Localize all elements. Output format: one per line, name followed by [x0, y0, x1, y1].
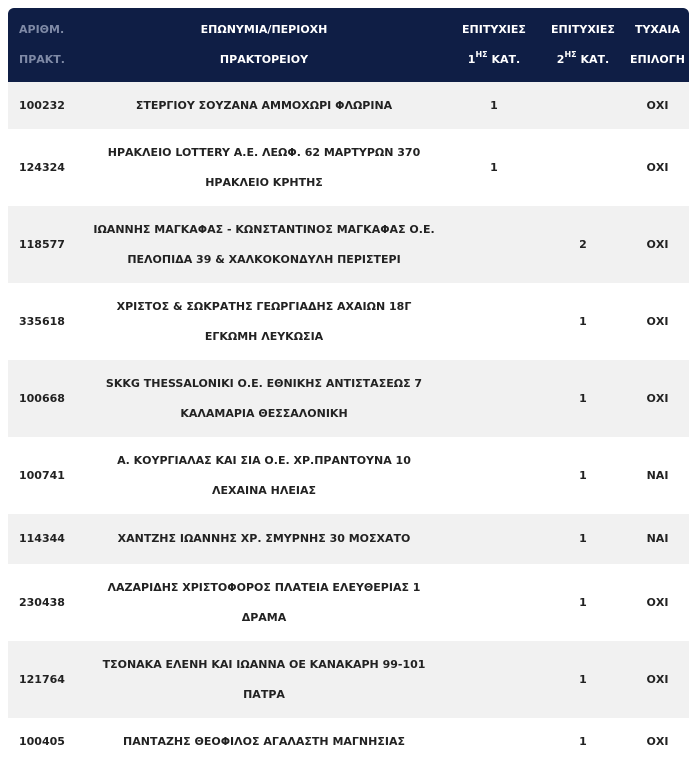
agency-code: 124324 [19, 160, 65, 174]
agency-name-cell [80, 360, 448, 437]
random-pick-cell: ΟΧΙ [646, 391, 669, 405]
agency-name-line: ΣΤΕΡΓΙΟΥ ΣΟΥΖΑΝΑ ΑΜΜΟΧΩΡΙ ΦΛΩΡΙΝΑ [135, 98, 393, 112]
table-row [8, 206, 689, 283]
cat2-wins-cell: 2 [579, 237, 587, 251]
agency-name-line: ΙΩΑΝΝΗΣ ΜΑΓΚΑΦΑΣ - ΚΩΝΣΤΑΝΤΙΝΟΣ ΜΑΓΚΑΦΑΣ Ο.Ε. [93, 222, 435, 236]
agency-name-cell [80, 206, 448, 283]
agency-name-line: ΠΑΝΤΑΖΗΣ ΘΕΟΦΙΛΟΣ ΑΓΑΛΑΣΤΗ ΜΑΓΝΗΣΙΑΣ [123, 735, 405, 748]
random-pick-cell: ΟΧΙ [646, 160, 669, 174]
cat1-wins-cell [448, 718, 540, 766]
agency-code: 118577 [19, 237, 65, 251]
agency-name-cell [80, 283, 448, 360]
agency-name-line: ΧΑΝΤΖΗΣ ΙΩΑΝΝΗΣ ΧΡ. ΣΜΥΡΝΗΣ 30 ΜΟΣΧΑΤΟ [117, 532, 411, 545]
cat2-wins-cell [540, 129, 626, 206]
table-body [8, 82, 689, 766]
agency-name-line: Α. ΚΟΥΡΓΙΑΛΑΣ ΚΑΙ ΣΙΑ Ο.Ε. ΧΡ.ΠΡΑΝΤΟΥΝΑ 10 [117, 453, 411, 467]
agency-name-line: ΕΓΚΩΜΗ ΛΕΥΚΩΣΙΑ [204, 329, 324, 343]
agency-name-line: ΗΡΑΚΛΕΙΟ ΚΡΗΤΗΣ [205, 175, 323, 189]
winning-agencies-table [8, 8, 689, 766]
agency-code: 335618 [19, 314, 65, 328]
agency-name-cell [80, 641, 448, 718]
table-row [8, 82, 689, 129]
cat1-wins-cell [448, 437, 540, 514]
agency-name-cell [80, 129, 448, 206]
agency-code: 100232 [19, 98, 65, 112]
cat2-wins-cell: 1 [579, 468, 587, 482]
header-cat1: ΕΠΙΤΥΧΙΕΣ $1^{H\Sigma}$ ΚΑΤ. [462, 23, 526, 66]
random-pick-cell: ΟΧΙ [646, 314, 669, 328]
cat2-wins-cell: 1 [579, 672, 587, 686]
cat2-wins-cell: 1 [579, 735, 587, 748]
agency-code: 114344 [19, 532, 65, 545]
cat1-wins-cell [448, 514, 540, 564]
cat2-wins-cell: 1 [579, 595, 587, 609]
table-row [8, 514, 689, 564]
cat2-wins-cell: 1 [579, 532, 587, 545]
agency-code: 230438 [19, 595, 65, 609]
random-pick-cell: ΟΧΙ [646, 98, 669, 112]
agency-code: 100668 [19, 391, 65, 405]
table-header-row [8, 8, 689, 82]
table-row [8, 283, 689, 360]
agency-code: 100741 [19, 468, 65, 482]
agency-code: 121764 [19, 672, 65, 686]
agency-code: 100405 [19, 735, 65, 748]
header-code: ΑΡΙΘΜ. ΠΡΑΚΤ. [19, 23, 65, 66]
cat1-wins-cell [448, 206, 540, 283]
random-pick-cell: ΝΑΙ [646, 468, 669, 482]
table-row [8, 718, 689, 766]
agency-name-line: ΤΣΟΝΑΚΑ ΕΛΕΝΗ ΚΑΙ ΙΩΑΝΝΑ ΟΕ ΚΑΝΑΚΑΡΗ 99-101 [102, 657, 426, 671]
header-name: ΕΠΩΝΥΜΙΑ/ΠΕΡΙΟΧΗ ΠΡΑΚΤΟΡΕΙΟΥ [200, 23, 328, 66]
agency-name-line: ΛΑΖΑΡΙΔΗΣ ΧΡΙΣΤΟΦΟΡΟΣ ΠΛΑΤΕΙΑ ΕΛΕΥΘΕΡΙΑΣ 1 [107, 580, 421, 594]
agency-name-line: ΔΡΑΜΑ [241, 610, 287, 624]
agency-name-cell [80, 514, 448, 564]
agency-name-line: ΠΑΤΡΑ [243, 687, 285, 701]
cat1-wins-cell: 1 [490, 98, 498, 112]
table-row [8, 129, 689, 206]
cat2-wins-cell [540, 82, 626, 129]
cat1-wins-cell [448, 641, 540, 718]
results-table-container [8, 8, 689, 766]
cat1-wins-cell [448, 283, 540, 360]
random-pick-cell: ΟΧΙ [646, 237, 669, 251]
agency-name-cell [80, 564, 448, 641]
agency-name-cell [80, 718, 448, 766]
table-row [8, 437, 689, 514]
agency-name-cell [80, 437, 448, 514]
agency-name-line: ΛΕΧΑΙΝΑ ΗΛΕΙΑΣ [211, 483, 317, 497]
agency-name-line: SKKG THESSALONIKI Ο.Ε. ΕΘΝΙΚΗΣ ΑΝΤΙΣΤΑΣΕΩΣ 7 [105, 376, 423, 390]
agency-name-cell [80, 82, 448, 129]
table-row [8, 641, 689, 718]
table-row [8, 564, 689, 641]
header-cat2: ΕΠΙΤΥΧΙΕΣ $2^{H\Sigma}$ ΚΑΤ. [551, 23, 615, 66]
table-row [8, 360, 689, 437]
agency-name-line: ΚΑΛΑΜΑΡΙΑ ΘΕΣΣΑΛΟΝΙΚΗ [180, 406, 348, 420]
agency-name-line: ΗΡΑΚΛΕΙΟ LOTTERY Α.Ε. ΛΕΩΦ. 62 ΜΑΡΤΥΡΩΝ 370 [107, 145, 421, 159]
header-random: ΤΥΧΑΙΑ ΕΠΙΛΟΓΗ [630, 23, 685, 66]
agency-name-line: ΧΡΙΣΤΟΣ & ΣΩΚΡΑΤΗΣ ΓΕΩΡΓΙΑΔΗΣ ΑΧΑΙΩΝ 18Γ [116, 299, 412, 313]
cat1-wins-cell [448, 564, 540, 641]
cat1-wins-cell [448, 360, 540, 437]
agency-name-line: ΠΕΛΟΠΙΔΑ 39 & ΧΑΛΚΟΚΟΝΔΥΛΗ ΠΕΡΙΣΤΕΡΙ [127, 252, 401, 266]
cat1-wins-cell: 1 [490, 160, 498, 174]
random-pick-cell: ΟΧΙ [646, 735, 669, 748]
random-pick-cell: ΟΧΙ [646, 595, 669, 609]
random-pick-cell: ΟΧΙ [646, 672, 669, 686]
cat2-wins-cell: 1 [579, 314, 587, 328]
cat2-wins-cell: 1 [579, 391, 587, 405]
random-pick-cell: ΝΑΙ [646, 532, 669, 545]
